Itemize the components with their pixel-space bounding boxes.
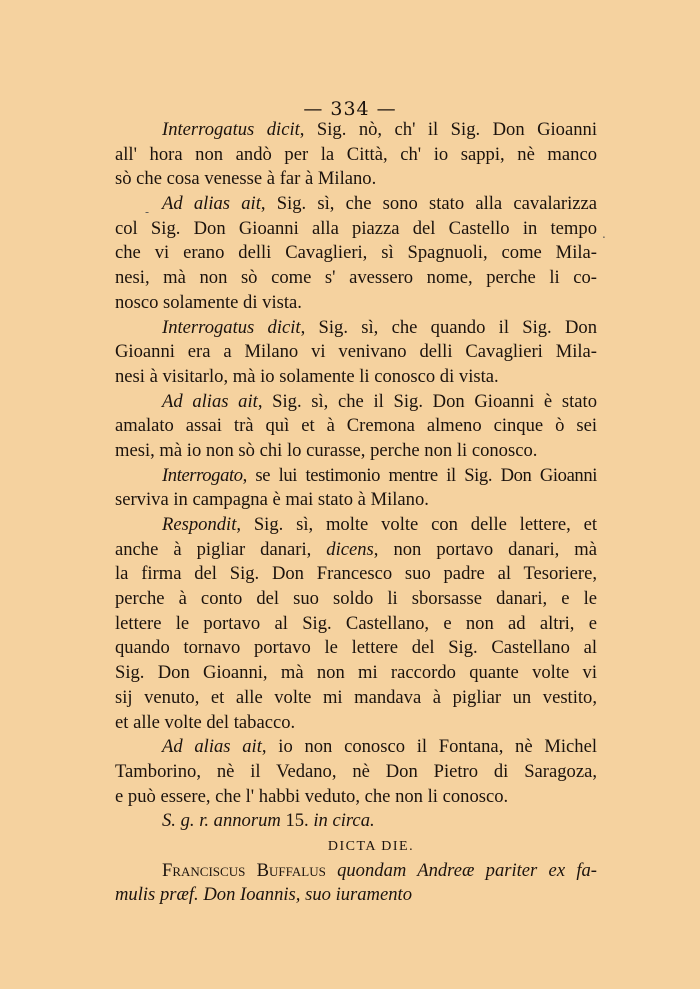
text-line: Tamborino, nè il Vedano, nè Don Pietro di Saragoza, xyxy=(115,760,597,782)
text-line: nesi à visitarlo, mà io solamente li conosco di vista. xyxy=(115,365,499,387)
text-line: nosco solamente di vista. xyxy=(115,291,302,313)
margin-mark: . xyxy=(602,227,606,241)
text-line: e può essere, che l' habbi veduto, che non li conosco. xyxy=(115,785,509,807)
section-heading: DICTA DIE. xyxy=(327,838,415,854)
margin-mark: - xyxy=(145,205,150,219)
text-line: Ad alias ait, io non conosco il Fontana, nè Michel xyxy=(162,736,597,758)
text-line: all' hora non andò per la Città, ch' io sappi, nè manco xyxy=(115,143,597,165)
text-line: la firma del Sig. Don Francesco suo padre al Tesoriere, xyxy=(115,563,597,585)
body-text xyxy=(115,118,597,908)
text-line: Ad alias ait, Sig. sì, che il Sig. Don Gioanni è stato xyxy=(162,390,597,412)
text-line: Interrogatus dicit, Sig. nò, ch' il Sig. Don Gioanni xyxy=(162,119,597,140)
text-line: col Sig. Don Gioanni alla piazza del Castello in tempo xyxy=(115,217,597,239)
text-line: S. g. r. annorum 15. in circa. xyxy=(162,810,375,832)
text-line: mulis præf. Don Ioannis, suo iuramento xyxy=(115,884,413,906)
text-line: Interrogato, se lui testimonio mentre il Sig. Don Gioanni xyxy=(162,464,597,486)
text-line: sij venuto, et alle volte mi mandava à pigliar un vestito, xyxy=(115,686,597,708)
text-line: quando tornavo portavo le lettere del Sig. Castellano al xyxy=(115,637,597,659)
text-line: Respondit, Sig. sì, molte volte con delle lettere, et xyxy=(162,514,597,535)
text-line: Sig. Don Gioanni, mà non mi raccordo quante volte vi xyxy=(115,662,597,684)
text-line: mesi, mà io non sò chi lo curasse, perche non li conosco. xyxy=(115,439,538,461)
text-line: et alle volte del tabacco. xyxy=(115,711,296,733)
text-line: serviva in campagna è mai stato à Milano. xyxy=(115,489,429,511)
text-line: nesi, mà non sò come s' avessero nome, perche li co- xyxy=(115,267,597,289)
text-line: Gioanni era a Milano vi venivano delli Cavaglieri Mila- xyxy=(115,341,597,363)
text-line: amalato assai trà quì et à Cremona almeno cinque ò sei xyxy=(115,415,597,437)
text-line: che vi erano delli Cavaglieri, sì Spagnuoli, come Mila- xyxy=(115,242,597,264)
text-line: perche à conto del suo soldo li sborsasse danari, e le xyxy=(115,588,597,610)
text-line: lettere le portavo al Sig. Castellano, e non ad altri, e xyxy=(115,612,597,634)
text-line: sò che cosa venesse à far à Milano. xyxy=(115,168,377,190)
text-line: Franciscus Buffalus quondam Andreæ pariter ex fa- xyxy=(162,859,597,881)
page-number: — 334 — xyxy=(303,98,397,120)
text-line: Ad alias ait, Sig. sì, che sono stato alla cavalarizza xyxy=(162,193,597,215)
text-line: Interrogatus dicit, Sig. sì, che quando il Sig. Don xyxy=(162,316,597,338)
text-line: anche à pigliar danari, dicens, non portavo danari, mà xyxy=(115,538,597,560)
